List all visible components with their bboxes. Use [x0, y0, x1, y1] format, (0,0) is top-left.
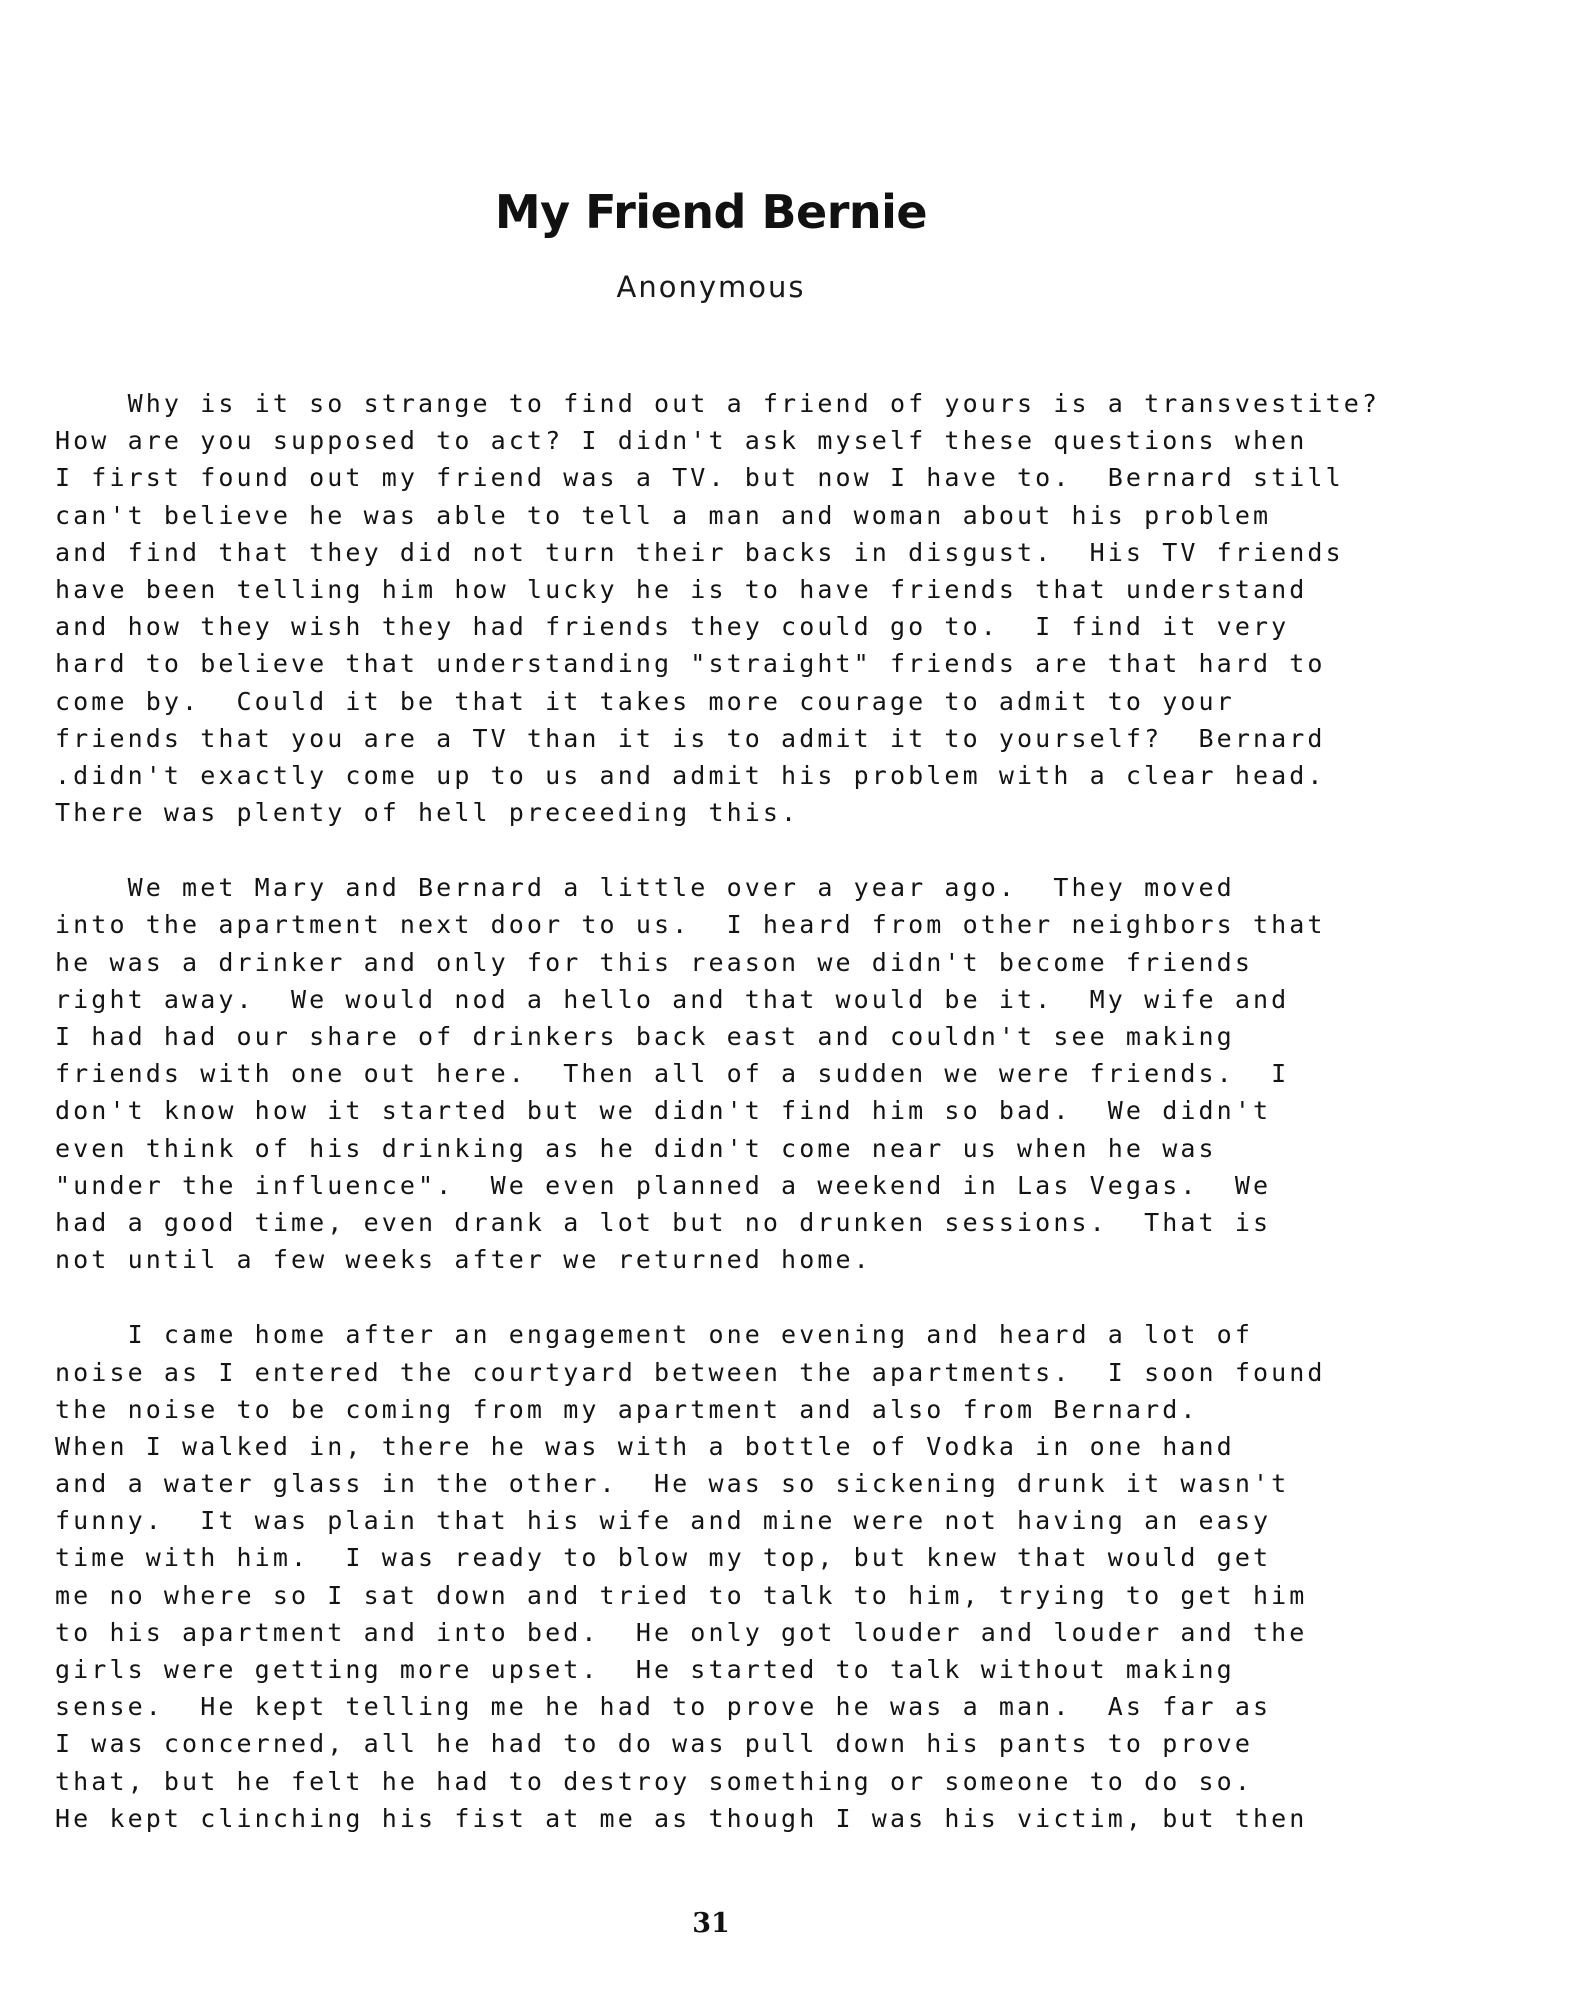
article-author: Anonymous	[616, 270, 806, 304]
article-title: My Friend Bernie	[494, 185, 928, 239]
paragraph-3	[55, 1316, 1430, 1837]
paragraph-2	[55, 869, 1430, 1278]
text-line: sense. He kept telling me he had to prove he was a man. As far as	[55, 1692, 1272, 1722]
text-line: to his apartment and into bed. He only got louder and louder and the	[55, 1617, 1308, 1647]
text-line: When I walked in, there he was with a bottle of Vodka in one hand	[55, 1431, 1235, 1461]
text-line: He kept clinching his fist at me as though I was his victim, but then	[55, 1803, 1308, 1833]
text-line: he was a drinker and only for this reason we didn't become friends	[55, 947, 1253, 977]
text-line: We met Mary and Bernard a little over a year ago. They moved	[55, 873, 1235, 903]
text-line: I came home after an engagement one evening and heard a lot of	[55, 1320, 1253, 1350]
text-line: funny. It was plain that his wife and mine were not having an easy	[55, 1506, 1272, 1536]
text-line: I first found out my friend was a TV. but now I have to. Bernard still	[55, 463, 1344, 493]
text-line: the noise to be coming from my apartment and also from Bernard.	[55, 1394, 1199, 1424]
text-line: right away. We would nod a hello and that would be it. My wife and	[55, 984, 1290, 1014]
text-line: and how they wish they had friends they could go to. I find it very	[55, 612, 1290, 642]
text-line: and a water glass in the other. He was so sickening drunk it wasn't	[55, 1469, 1290, 1499]
text-line: don't know how it started but we didn't find him so bad. We didn't	[55, 1096, 1272, 1126]
text-line: Why is it so strange to find out a friend of yours is a transvestite?	[55, 389, 1381, 418]
text-line: noise as I entered the courtyard between the apartments. I soon found	[55, 1357, 1326, 1387]
text-line: that, but he felt he had to destroy something or someone to do so.	[55, 1766, 1253, 1796]
text-line: and find that they did not turn their backs in disgust. His TV friends	[55, 537, 1344, 567]
text-line: I was concerned, all he had to do was pull down his pants to prove	[55, 1729, 1253, 1759]
text-line: hard to believe that understanding "straight" friends are that hard to	[55, 649, 1326, 679]
text-line: .didn't exactly come up to us and admit his problem with a clear head.	[55, 760, 1326, 790]
text-line: I had had our share of drinkers back east and couldn't see making	[55, 1022, 1235, 1051]
text-line: "under the influence". We even planned a weekend in Las Vegas. We	[55, 1170, 1272, 1200]
text-line: had a good time, even drank a lot but no drunken sessions. That is	[55, 1207, 1272, 1237]
text-line: friends with one out here. Then all of a sudden we were friends. I	[55, 1059, 1290, 1089]
text-line: me no where so I sat down and tried to talk to him, trying to get him	[55, 1580, 1308, 1610]
text-line: not until a few weeks after we returned home.	[55, 1245, 872, 1275]
text-line: There was plenty of hell preceeding this.	[55, 798, 800, 828]
text-line: into the apartment next door to us. I heard from other neighbors that	[55, 910, 1326, 940]
text-line: friends that you are a TV than it is to admit it to yourself? Bernard	[55, 723, 1326, 753]
text-line: How are you supposed to act? I didn't ask myself these questions when	[55, 426, 1308, 456]
text-line: even think of his drinking as he didn't come near us when he was	[55, 1133, 1217, 1163]
page-number: 31	[692, 1908, 730, 1939]
text-line: time with him. I was ready to blow my top, but knew that would get	[55, 1543, 1272, 1573]
text-line: come by. Could it be that it takes more courage to admit to your	[55, 686, 1235, 716]
text-line: have been telling him how lucky he is to have friends that understand	[55, 574, 1308, 604]
paragraph-1	[55, 385, 1430, 831]
article-body	[55, 385, 1430, 1875]
text-line: can't believe he was able to tell a man and woman about his problem	[55, 500, 1272, 530]
text-line: girls were getting more upset. He started to talk without making	[55, 1655, 1235, 1684]
